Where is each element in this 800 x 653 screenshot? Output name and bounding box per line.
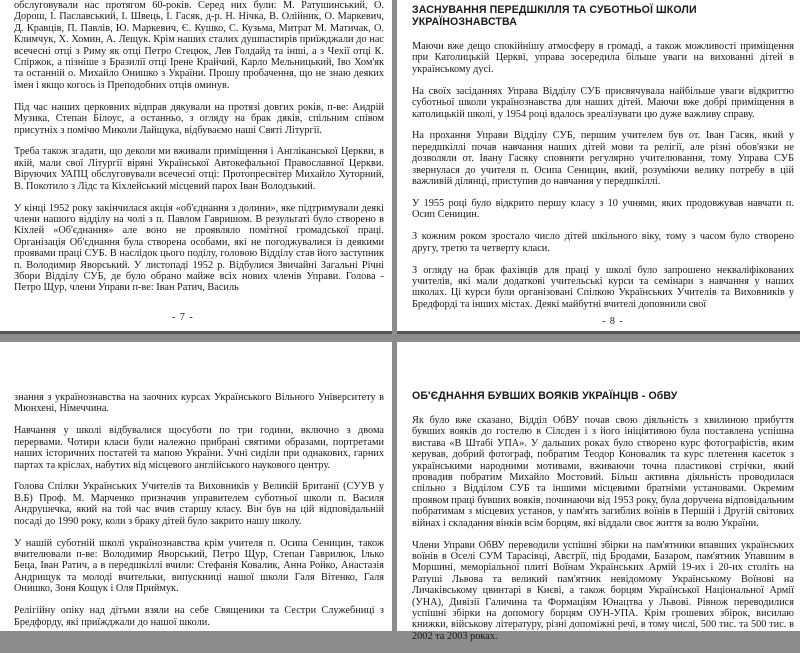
- page-number: - 7 -: [172, 312, 194, 323]
- paragraph: Члени Управи ОбВУ переводили успішні збірки на пам'ятники впавших українських воїнів в Оселі СУМ Тарасівці, Австрії, під Бродами, Базаром, пам'ятник Упавшим в Моршині, меморіальної плиті Воїнам Українських Армій 19-их і 20-их століть на Ратуші Львова та великий пам'ятник невідомому Українському Воїнові на Личаківському цвинтарі в Києві, а також борцям Української Національної Армії (УНА), Дивізії Галичина та Формаціям Юнацтва у Львові. Рівнож переводилися успішні збірки на допомогу борцям ОУН-УПА. Крім грошевих збірок, висилаю книжки, військову літературу, різні допоміжні речі, в тому числі, 500 тис. та 500 тис. в 2002 та 2003 роках.: [412, 539, 794, 642]
- paragraph: Маючи вже дещо спокійнішу атмосферу в громаді, а також можливості приміщення при Католицькій Церкві, управа зосередила більше уваги на вихованні дітей в українському дусі.: [412, 41, 794, 75]
- paragraph: знання з українознавства на заочних курсах Українського Вільного Університету в Мюнхені, Німеччина.: [14, 392, 384, 415]
- paragraph: У нашій суботній школі українознавства крім учителя п. Осипа Сеницин, також вчителювали п-ве: Володимир Яворський, Петро Щур, Степан Гаврилюк, Ілько Беца, Іван Ратич, а в передшкіллі вчили: Стефанія Ковалик, Анна Ройко, Анастазія Андрищук та молоді вчительки, випускниці нашої школи Галя Вітенко, Галя Онишко, Зоня Кощук і Оля Приймук.: [14, 537, 384, 595]
- page-edge: [0, 331, 392, 334]
- paragraph: обслуговували нас протягом 60-років. Серед них були: М. Ратушинський, О. Дорош, І. Паславський, І. Швець, І. Гасяк, д-р. Н. Нічка, В. Олійник, О. Маркевич, Д. Кравців, П. Павлів, Ю. Маркевич, Є. Кушко, С. Кузьма, Митрат М. Матичак, О. Климчук, Х. Хомин, А. Лещук. Крім наших сталих душпастирів приїжджали до нас всечесні отці з Риму як отці Петро Стецюк, Лев Голдайд та інші, а з Чехії отці К. Спіржок, а пізніше з Бразилії отці Ірене Крайчий, Карло Мельницький, Іво Хом'як та останній о. Михайло Онишко з України. Прошу пробачення, що не знаю деяких імен і якщо когось із Преподобних отців оминув.: [14, 0, 384, 91]
- paragraph: Треба також згадати, що деколи ми вживали приміщення і Англіканської Церкви, в якій, мали свої Літургії віряні Української Автокефальної Православної Церкви. Віруючих УАПЦ обслуговували всечесні отці: Протопресвітер Михайло Хуторний, В. Покотило з Лідс та Кіхлейський місцевий парох Іван Володзький.: [14, 146, 384, 192]
- paragraph: Навчання у школі відбувалися щосуботи по три години, включно з двома перервами. Чотири класи були належно прибрані святими образами, портретами наших історичних постатей та мапою України. Учні сиділи при однакових, гарних партах та кріслах, набутих від місцевого англійського наукового центру.: [14, 425, 384, 471]
- paragraph: Як було вже сказано, Відділ ОбВУ почав свою діяльність з хвилиною прибуття бувших вояків до гостелю в Сілсден і з його ініціятивою була поставлена успішна вистава «В Штабі УПА». У дальших роках було створено курс фотографістів, яким керував, добрий фотограф, побратим Теодор Коновалик та курс плетення касеток з українськими народними мотивами, вживаючи точна пластикові стрічки, який провадив побратим Михайло Мостовий. Більш активна діяльність проводилася спільно з Відділом СУБ та іншими місцевими братніми установами. Окремим проявом праці бувших вояків, починаючи від 1953 року, була доручена відповідальним побратимам з місцевих установ, у пам'ять загиблих воїнів в Першій і Другій світових війнах і складання вінків всім борцям, які віддали своє життя за волю України.: [412, 415, 794, 529]
- page-7: [0, 0, 392, 334]
- paragraph: На прохання Управи Відділу СУБ, першим учителем був от. Іван Гасяк, який у передшкіллі почав навчання наших дітей мови та релігії, але різні обов'язки не дозволяли от. Івану Гасяку сповняти регулярно учителювання, тому Управа СУБ звернулася до учителя п. Осипа Сеницин, який, розуміючи велику потребу в цій важливій ділянці, приступив до навчання у передшкіллі.: [412, 130, 794, 188]
- page-8: [397, 0, 800, 334]
- paragraph: Релігійну опіку над дітьми взяли на себе Священики та Сестри Служебниці з Бредфорду, які приїжджали до нашої школи.: [14, 605, 384, 628]
- paragraph: З огляду на брак фахівців для праці у школі було запрошено некваліфікованих учителів, які мали додаткові учительські курси та семінари з навчання у наших школах. Ці курси були організовані Спілкою Українських Учителів та Виховників у Бредфорді та інших містах. Деякі майбутні вчителі доповнили свої: [412, 264, 794, 310]
- paragraph: Голова Спілки Українських Учителів та Виховників у Великій Британії (СУУВ у В.Б) Проф. М. Марченко призначив управителем суботньої школи п. Василя Андрушечка, який на той час вчив старшу класу. Він був на цій відповідальній посаді до 1990 року, коли з браку дітей було закрито нашу школу.: [14, 481, 384, 527]
- paragraph: Під час наших церковних відправ дякували на протязі довгих років, п-ве: Андрій Музика, Степан Білоус, а останньо, з огляду на брак дяків, спільним співом присутніх з помічю Миколи Лайщука, відбуваємо наші Святі Літургії.: [14, 101, 384, 136]
- page-9: [0, 342, 392, 631]
- section-heading: ЗАСНУВАННЯ ПЕРЕДШКІЛЛЯ ТА СУБОТНЬОЇ ШКОЛИ УКРАЇНОЗНАВСТВА: [412, 4, 697, 28]
- paragraph: У 1955 році було відкрито першу класу з 10 учнями, яких продовжував навчати п. Осип Сеницин.: [412, 197, 794, 221]
- section-heading: ОБ'ЄДНАННЯ БУВШИХ ВОЯКІВ УКРАЇНЦІВ - ОбВУ: [412, 390, 678, 402]
- page-edge: [397, 331, 800, 334]
- paragraph: З кожним роком зростало число дітей шкільного віку, тому з часом було створено другу, третю та четверту класи.: [412, 231, 794, 254]
- page-10: [397, 342, 800, 642]
- page-number: - 8 -: [602, 316, 624, 327]
- paragraph: У кінці 1952 року закінчилася акція «об'єднання з долини», яке підтримували деякі члени нашого відділу на чолі з п. Павлом Гавришом. В результаті було створено в Кіхлей «Об'єднання» але воно не проявляло помітної громадської праці. Організація Об'єднання була створена особами, які не погоджувалися із деякими проявами праці СУБ. В наслідок цього поділу, головою Відділу став його заступник п. Володимир Яворський. У листопаді 1952 р. Відбулися Звичайні Загальні Річні Збори Відділу СУБ, де було обрано майже всіх нових членів Управи. Голова - Петро Щур, члени Управи п-ве: Іван Ратич, Василь: [14, 202, 384, 294]
- paragraph: На своїх засіданнях Управа Відділу СУБ присвячувала найбільше уваги відкриттю суботньої школи українознавства для наших дітей. Маючи вже добрі приміщення в католицькій школі, у 1954 році вдалось зреалізувати цю дуже важливу справу.: [412, 85, 794, 120]
